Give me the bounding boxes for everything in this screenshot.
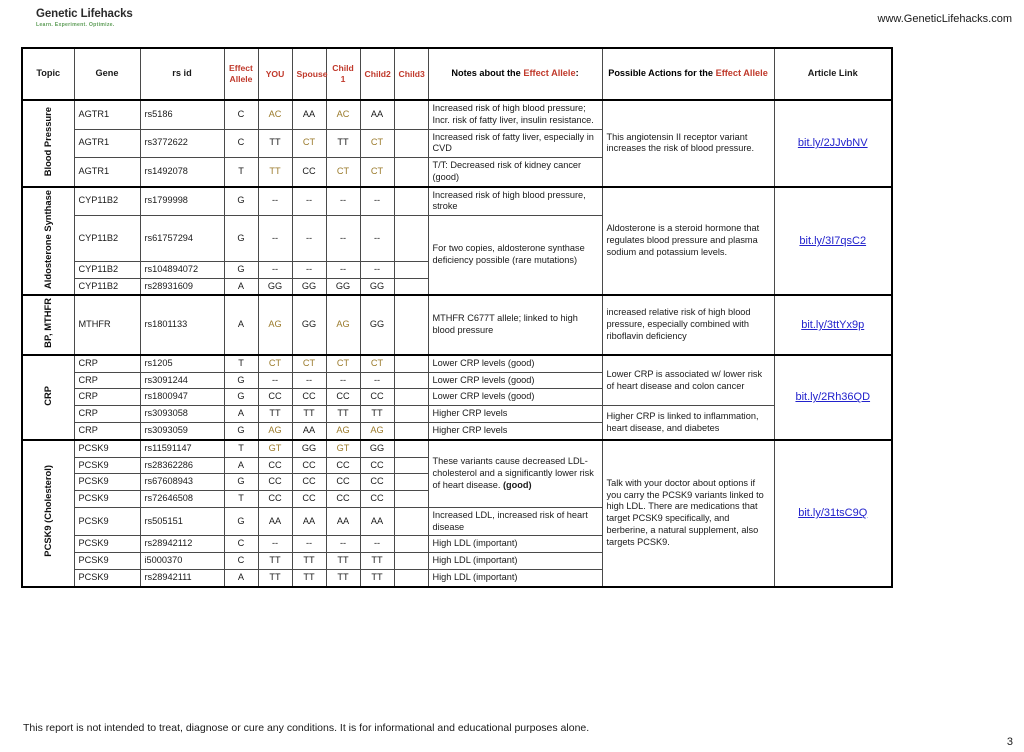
genotype-cell-child2: -- xyxy=(360,216,394,262)
effect-allele-cell: C xyxy=(224,553,258,570)
gene-cell: CYP11B2 xyxy=(74,261,140,278)
gene-cell: CRP xyxy=(74,423,140,440)
rsid-cell: rs5186 xyxy=(140,100,224,129)
effect-allele-cell: G xyxy=(224,216,258,262)
genotype-cell-spouse: -- xyxy=(292,216,326,262)
column-header-link: Article Link xyxy=(774,48,892,100)
genotype-cell-child3 xyxy=(394,100,428,129)
column-header-gene: Gene xyxy=(74,48,140,100)
genotype-cell-child3 xyxy=(394,158,428,187)
genotype-cell-child1: GG xyxy=(326,278,360,295)
article-link[interactable]: bit.ly/3I7qsC2 xyxy=(799,234,867,247)
notes-cell: Higher CRP levels xyxy=(428,406,602,423)
rsid-cell: rs104894072 xyxy=(140,261,224,278)
genotype-cell-child1: -- xyxy=(326,216,360,262)
table-row xyxy=(22,406,892,423)
genotype-cell-child2: CT xyxy=(360,158,394,187)
table-row xyxy=(22,187,892,216)
genotype-cell-child3 xyxy=(394,423,428,440)
topic-cell xyxy=(22,187,74,296)
genotype-cell-you: TT xyxy=(258,129,292,158)
notes-cell: High LDL (important) xyxy=(428,536,602,553)
effect-allele-cell: C xyxy=(224,129,258,158)
notes-cell: Lower CRP levels (good) xyxy=(428,389,602,406)
gene-cell: CYP11B2 xyxy=(74,216,140,262)
effect-allele-cell: G xyxy=(224,261,258,278)
genotype-cell-you: AA xyxy=(258,507,292,536)
genotype-cell-you: CC xyxy=(258,389,292,406)
notes-cell: Lower CRP levels (good) xyxy=(428,355,602,372)
notes-cell: Higher CRP levels xyxy=(428,423,602,440)
genotype-cell-child3 xyxy=(394,457,428,474)
genotype-cell-spouse: GG xyxy=(292,278,326,295)
effect-allele-cell: G xyxy=(224,474,258,491)
genotype-cell-child2: -- xyxy=(360,536,394,553)
effect-allele-cell: G xyxy=(224,187,258,216)
genotype-cell-spouse: CC xyxy=(292,158,326,187)
genotype-cell-child2: GG xyxy=(360,278,394,295)
genotype-cell-child1: CC xyxy=(326,474,360,491)
gene-cell: PCSK9 xyxy=(74,569,140,586)
effect-allele-cell: A xyxy=(224,295,258,355)
effect-allele-cell: G xyxy=(224,423,258,440)
notes-cell: Increased LDL, increased risk of heart disease xyxy=(428,507,602,536)
table-row xyxy=(22,100,892,129)
effect-allele-cell: A xyxy=(224,569,258,586)
rsid-cell: i5000370 xyxy=(140,553,224,570)
genotype-cell-child1: CC xyxy=(326,389,360,406)
gene-cell: AGTR1 xyxy=(74,100,140,129)
genotype-cell-spouse: CC xyxy=(292,491,326,508)
genotype-cell-child2: -- xyxy=(360,261,394,278)
genotype-cell-you: GT xyxy=(258,440,292,457)
genotype-cell-child2: CT xyxy=(360,355,394,372)
topic-cell xyxy=(22,440,74,587)
genotype-cell-child3 xyxy=(394,295,428,355)
topic-label: PCSK9 (Cholesterol) xyxy=(42,465,54,558)
possible-actions-cell: Talk with your doctor about options if you carry the PCSK9 variants linked to high LDL. There are medications that target PCSK9 specifically, and berberine, a natural supplement, also targets PCSK9. xyxy=(602,440,774,587)
genotype-cell-child2: CC xyxy=(360,457,394,474)
notes-cell: For two copies, aldosterone synthase deficiency possible (rare mutations) xyxy=(428,216,602,296)
article-link[interactable]: bit.ly/2JJvbNV xyxy=(797,137,868,150)
article-link[interactable]: bit.ly/31tsC9Q xyxy=(798,507,868,520)
notes-cell: Increased risk of high blood pressure; Incr. risk of fatty liver, insulin resistance. xyxy=(428,100,602,129)
page-header xyxy=(0,6,1024,40)
genotype-cell-you: GG xyxy=(258,278,292,295)
genotype-cell-child3 xyxy=(394,355,428,372)
topic-label: Aldosterone Synthase xyxy=(42,189,54,289)
genotype-cell-child1: CC xyxy=(326,491,360,508)
topic-cell xyxy=(22,355,74,440)
rsid-cell: rs3093058 xyxy=(140,406,224,423)
genetics-report-table xyxy=(21,47,893,588)
table-body xyxy=(22,100,892,587)
effect-allele-cell: T xyxy=(224,440,258,457)
rsid-cell: rs1800947 xyxy=(140,389,224,406)
genotype-cell-child1: AG xyxy=(326,295,360,355)
gene-cell: AGTR1 xyxy=(74,129,140,158)
column-header-child2: Child2 xyxy=(360,48,394,100)
gene-cell: CRP xyxy=(74,389,140,406)
genotype-cell-you: AG xyxy=(258,295,292,355)
notes-cell: High LDL (important) xyxy=(428,569,602,586)
genotype-cell-spouse: CC xyxy=(292,474,326,491)
logo-title: Genetic Lifehacks xyxy=(36,8,133,20)
gene-cell: MTHFR xyxy=(74,295,140,355)
genotype-cell-child2: CC xyxy=(360,491,394,508)
genotype-cell-child2: GG xyxy=(360,440,394,457)
notes-cell: These variants cause decreased LDL-cholesterol and a significantly lower risk of heart disease. (good) xyxy=(428,440,602,508)
genotype-cell-you: CC xyxy=(258,474,292,491)
genotype-cell-child2: -- xyxy=(360,187,394,216)
effect-allele-cell: A xyxy=(224,278,258,295)
notes-cell: MTHFR C677T allele; linked to high blood pressure xyxy=(428,295,602,355)
genotype-cell-spouse: -- xyxy=(292,187,326,216)
gene-cell: CRP xyxy=(74,406,140,423)
genotype-cell-you: -- xyxy=(258,536,292,553)
possible-actions-cell: increased relative risk of high blood pressure, especially combined with riboflavin deficiency xyxy=(602,295,774,355)
article-link-cell xyxy=(774,295,892,355)
genotype-cell-spouse: CC xyxy=(292,457,326,474)
genotype-cell-child3 xyxy=(394,553,428,570)
topic-label: BP, MTHFR xyxy=(42,298,54,349)
genotype-cell-child2: TT xyxy=(360,553,394,570)
genotype-cell-child3 xyxy=(394,261,428,278)
gene-cell: AGTR1 xyxy=(74,158,140,187)
effect-allele-cell: G xyxy=(224,507,258,536)
genotype-cell-child3 xyxy=(394,491,428,508)
rsid-cell: rs11591147 xyxy=(140,440,224,457)
genotype-cell-child2: AG xyxy=(360,423,394,440)
genotype-cell-spouse: GG xyxy=(292,295,326,355)
genotype-cell-child3 xyxy=(394,389,428,406)
genotype-cell-child3 xyxy=(394,440,428,457)
article-link[interactable]: bit.ly/3ttYx9p xyxy=(801,319,865,332)
column-header-topic: Topic xyxy=(22,48,74,100)
genotype-cell-spouse: AA xyxy=(292,423,326,440)
genotype-cell-child3 xyxy=(394,536,428,553)
column-header-actions: Possible Actions for the Effect Allele xyxy=(602,48,774,100)
notes-cell: Increased risk of fatty liver, especially in CVD xyxy=(428,129,602,158)
genotype-cell-you: TT xyxy=(258,553,292,570)
disclaimer-text: This report is not intended to treat, diagnose or cure any conditions. It is for informational and educational purposes alone. xyxy=(23,722,590,734)
article-link-cell xyxy=(774,187,892,296)
genotype-cell-you: TT xyxy=(258,406,292,423)
rsid-cell: rs28942111 xyxy=(140,569,224,586)
rsid-cell: rs61757294 xyxy=(140,216,224,262)
effect-allele-cell: A xyxy=(224,406,258,423)
possible-actions-cell: This angiotensin II receptor variant increases the risk of blood pressure. xyxy=(602,100,774,187)
genotype-cell-spouse: TT xyxy=(292,406,326,423)
gene-cell: CYP11B2 xyxy=(74,278,140,295)
effect-allele-cell: G xyxy=(224,389,258,406)
gene-cell: PCSK9 xyxy=(74,474,140,491)
rsid-cell: rs72646508 xyxy=(140,491,224,508)
table-row xyxy=(22,295,892,355)
genotype-cell-spouse: GG xyxy=(292,440,326,457)
genotype-cell-child3 xyxy=(394,216,428,262)
article-link[interactable]: bit.ly/2Rh36QD xyxy=(795,391,871,404)
column-header-you: YOU xyxy=(258,48,292,100)
notes-cell: Lower CRP levels (good) xyxy=(428,372,602,389)
genotype-cell-child1: TT xyxy=(326,553,360,570)
genotype-cell-child2: -- xyxy=(360,372,394,389)
genotype-cell-spouse: AA xyxy=(292,100,326,129)
notes-cell: High LDL (important) xyxy=(428,553,602,570)
rsid-cell: rs1799998 xyxy=(140,187,224,216)
article-link-cell xyxy=(774,440,892,587)
rsid-cell: rs28942112 xyxy=(140,536,224,553)
genotype-cell-you: TT xyxy=(258,569,292,586)
brand-logo xyxy=(36,9,133,28)
effect-allele-cell: T xyxy=(224,355,258,372)
rsid-cell: rs3091244 xyxy=(140,372,224,389)
genotype-cell-child1: -- xyxy=(326,372,360,389)
notes-cell: Increased risk of high blood pressure, stroke xyxy=(428,187,602,216)
genotype-cell-child1: CT xyxy=(326,355,360,372)
gene-cell: CRP xyxy=(74,372,140,389)
effect-allele-cell: C xyxy=(224,536,258,553)
rsid-cell: rs3093059 xyxy=(140,423,224,440)
column-header-effect: Effect Allele xyxy=(224,48,258,100)
article-link-cell xyxy=(774,100,892,187)
genotype-cell-child2: AA xyxy=(360,100,394,129)
table-header-row xyxy=(22,48,892,100)
genotype-cell-spouse: -- xyxy=(292,372,326,389)
genotype-cell-child3 xyxy=(394,507,428,536)
possible-actions-cell: Lower CRP is associated w/ lower risk of heart disease and colon cancer xyxy=(602,355,774,406)
genotype-cell-child1: AG xyxy=(326,423,360,440)
genotype-cell-spouse: CC xyxy=(292,389,326,406)
genotype-cell-child2: AA xyxy=(360,507,394,536)
genotype-cell-spouse: CT xyxy=(292,355,326,372)
rsid-cell: rs28362286 xyxy=(140,457,224,474)
column-header-rsid: rs id xyxy=(140,48,224,100)
genotype-cell-child1: CC xyxy=(326,457,360,474)
genotype-cell-you: -- xyxy=(258,261,292,278)
gene-cell: CYP11B2 xyxy=(74,187,140,216)
genotype-cell-spouse: AA xyxy=(292,507,326,536)
genotype-cell-child3 xyxy=(394,278,428,295)
site-url: www.GeneticLifehacks.com xyxy=(877,13,1012,25)
possible-actions-cell: Aldosterone is a steroid hormone that regulates blood pressure and plasma sodium and potassium levels. xyxy=(602,187,774,296)
rsid-cell: rs3772622 xyxy=(140,129,224,158)
genotype-cell-child1: -- xyxy=(326,187,360,216)
genetics-report-table-wrapper xyxy=(21,47,891,588)
genotype-cell-child1: AC xyxy=(326,100,360,129)
genotype-cell-you: AC xyxy=(258,100,292,129)
genotype-cell-spouse: -- xyxy=(292,261,326,278)
topic-label: Blood Pressure xyxy=(42,106,54,177)
genotype-cell-you: AG xyxy=(258,423,292,440)
genotype-cell-spouse: TT xyxy=(292,569,326,586)
genotype-cell-child3 xyxy=(394,187,428,216)
genotype-cell-child3 xyxy=(394,406,428,423)
genotype-cell-spouse: TT xyxy=(292,553,326,570)
logo-tagline: Learn. Experiment. Optimize. xyxy=(36,21,115,28)
rsid-cell: rs505151 xyxy=(140,507,224,536)
genotype-cell-you: -- xyxy=(258,372,292,389)
genotype-cell-child2: CC xyxy=(360,474,394,491)
gene-cell: PCSK9 xyxy=(74,440,140,457)
gene-cell: PCSK9 xyxy=(74,491,140,508)
topic-label: CRP xyxy=(42,385,54,406)
rsid-cell: rs28931609 xyxy=(140,278,224,295)
genotype-cell-child1: AA xyxy=(326,507,360,536)
column-header-spouse: Spouse xyxy=(292,48,326,100)
genotype-cell-child3 xyxy=(394,129,428,158)
column-header-child3: Child3 xyxy=(394,48,428,100)
genotype-cell-child1: CT xyxy=(326,158,360,187)
table-row xyxy=(22,440,892,457)
gene-cell: CRP xyxy=(74,355,140,372)
genotype-cell-child1: GT xyxy=(326,440,360,457)
genotype-cell-child1: -- xyxy=(326,261,360,278)
genotype-cell-child2: TT xyxy=(360,406,394,423)
gene-cell: PCSK9 xyxy=(74,553,140,570)
genotype-cell-you: -- xyxy=(258,216,292,262)
table-row xyxy=(22,355,892,372)
rsid-cell: rs1492078 xyxy=(140,158,224,187)
possible-actions-cell: Higher CRP is linked to inflammation, heart disease, and diabetes xyxy=(602,406,774,440)
genotype-cell-child2: TT xyxy=(360,569,394,586)
notes-cell: T/T: Decreased risk of kidney cancer (good) xyxy=(428,158,602,187)
effect-allele-cell: T xyxy=(224,491,258,508)
rsid-cell: rs1801133 xyxy=(140,295,224,355)
genotype-cell-child3 xyxy=(394,474,428,491)
genotype-cell-child1: TT xyxy=(326,406,360,423)
topic-cell xyxy=(22,100,74,187)
article-link-cell xyxy=(774,355,892,440)
genotype-cell-you: CC xyxy=(258,491,292,508)
gene-cell: PCSK9 xyxy=(74,536,140,553)
genotype-cell-spouse: CT xyxy=(292,129,326,158)
genotype-cell-spouse: -- xyxy=(292,536,326,553)
effect-allele-cell: T xyxy=(224,158,258,187)
genotype-cell-you: TT xyxy=(258,158,292,187)
genotype-cell-you: CT xyxy=(258,355,292,372)
effect-allele-cell: A xyxy=(224,457,258,474)
page-number: 3 xyxy=(1006,736,1013,748)
effect-allele-cell: C xyxy=(224,100,258,129)
column-header-notes: Notes about the Effect Allele: xyxy=(428,48,602,100)
genotype-cell-child1: TT xyxy=(326,129,360,158)
effect-allele-cell: G xyxy=(224,372,258,389)
rsid-cell: rs67608943 xyxy=(140,474,224,491)
rsid-cell: rs1205 xyxy=(140,355,224,372)
gene-cell: PCSK9 xyxy=(74,457,140,474)
genotype-cell-child3 xyxy=(394,372,428,389)
genotype-cell-child1: -- xyxy=(326,536,360,553)
column-header-child1: Child 1 xyxy=(326,48,360,100)
topic-cell xyxy=(22,295,74,355)
genotype-cell-child3 xyxy=(394,569,428,586)
genotype-cell-you: -- xyxy=(258,187,292,216)
genotype-cell-child2: CT xyxy=(360,129,394,158)
genotype-cell-child2: GG xyxy=(360,295,394,355)
genotype-cell-child1: TT xyxy=(326,569,360,586)
genotype-cell-you: CC xyxy=(258,457,292,474)
genotype-cell-child2: CC xyxy=(360,389,394,406)
gene-cell: PCSK9 xyxy=(74,507,140,536)
